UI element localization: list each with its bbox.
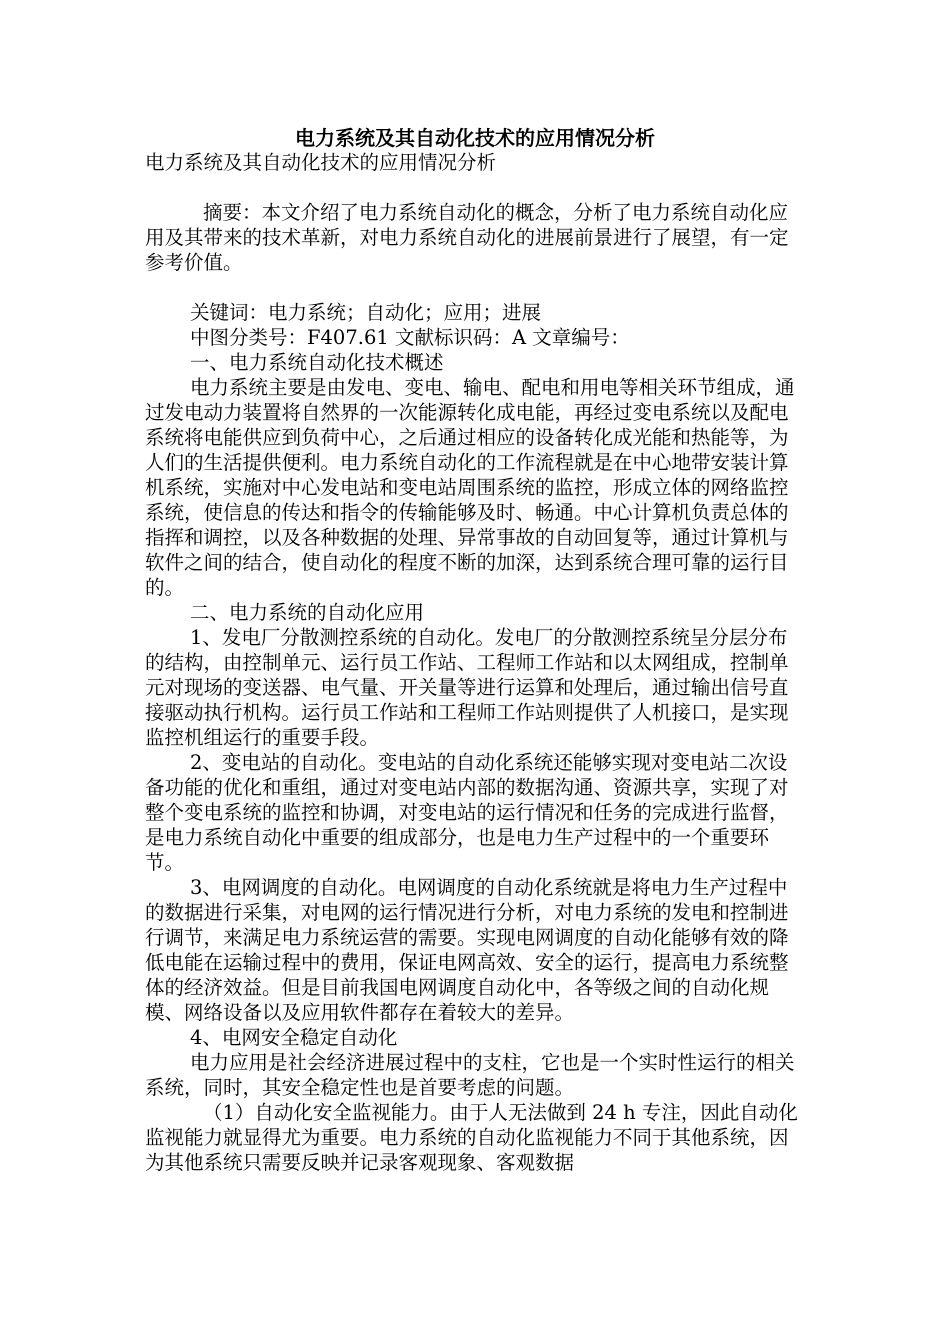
classification-line: 中图分类号：F407.61 文献标识码：A 文章编号： (190, 326, 630, 349)
list-item-4-paragraph: 电力应用是社会经济进展过程中的支柱，它也是一个实时性运行的相关系统，同时，其安全稳定性也是首要考虑的问题。 (145, 1051, 795, 1099)
document-title: 电力系统及其自动化技术的应用情况分析 (295, 126, 655, 150)
document-subtitle: 电力系统及其自动化技术的应用情况分析 (145, 151, 497, 174)
spacer (145, 175, 805, 200)
section-heading-1: 一、电力系统自动化技术概述 (190, 351, 444, 374)
list-item-4-subitem-1: （1）自动化安全监视能力。由于人无法做到 24 h 专注，因此自动化监视能力就显得尤为重要。电力系统的自动化监视能力不同于其他系统，因为其他系统只需要反映并记录客观现象、客观数据 (145, 1101, 798, 1174)
abstract-paragraph: 摘要：本文介绍了电力系统自动化的概念，分析了电力系统自动化应用及其带来的技术革新，对电力系统自动化的进展前景进行了展望，有一定参考价值。 (145, 201, 789, 274)
list-item-1: 1、发电厂分散测控系统的自动化。发电厂的分散测控系统呈分层分布的结构，由控制单元、运行员工作站、工程师工作站和以太网组成，控制单元对现场的变送器、电气量、开关量等进行运算和处理后，通过输出信号直接驱动执行机构。运行员工作站和工程师工作站则提供了人机接口，是实现监控机组运行的重要手段。 (145, 626, 789, 749)
list-item-3: 3、电网调度的自动化。电网调度的自动化系统就是将电力生产过程中的数据进行采集，对电网的运行情况进行分析，对电力系统的发电和控制进行调节，来满足电力系统运营的需要。实现电网调度的自动化能够有效的降低电能在运输过程中的费用，保证电网高效、安全的运行，提高电力系统整体的经济效益。但是目前我国电网调度自动化中，各等级之间的自动化规模、网络设备以及应用软件都存在着较大的差异。 (145, 876, 789, 1024)
section-paragraph-1: 电力系统主要是由发电、变电、输电、配电和用电等相关环节组成，通过发电动力装置将自然界的一次能源转化成电能，再经过变电系统以及配电系统将电能供应到负荷中心，之后通过相应的设备转化成光能和热能等，为人们的生活提供便利。电力系统自动化的工作流程就是在中心地带安装计算机系统，实施对中心发电站和变电站周围系统的监控，形成立体的网络监控系统，使信息的传达和指令的传输能够及时、畅通。中心计算机负责总体的指挥和调控，以及各种数据的处理、异常事故的自动回复等，通过计算机与软件之间的结合，使自动化的程度不断的加深，达到系统合理可靠的运行目的。 (145, 376, 795, 599)
document-body (145, 150, 805, 1175)
spacer (145, 275, 805, 300)
list-item-2: 2、变电站的自动化。变电站的自动化系统还能够实现对变电站二次设备功能的优化和重组，通过对变电站内部的数据沟通、资源共享，实现了对整个变电系统的监控和协调，对变电站的运行情况和任务的完成进行监督，是电力系统自动化中重要的组成部分，也是电力生产过程中的一个重要环节。 (145, 751, 789, 874)
section-heading-2: 二、电力系统的自动化应用 (190, 601, 425, 624)
keywords-line: 关键词：电力系统；自动化；应用；进展 (190, 301, 542, 324)
list-item-4-heading: 4、电网安全稳定自动化 (190, 1026, 398, 1049)
